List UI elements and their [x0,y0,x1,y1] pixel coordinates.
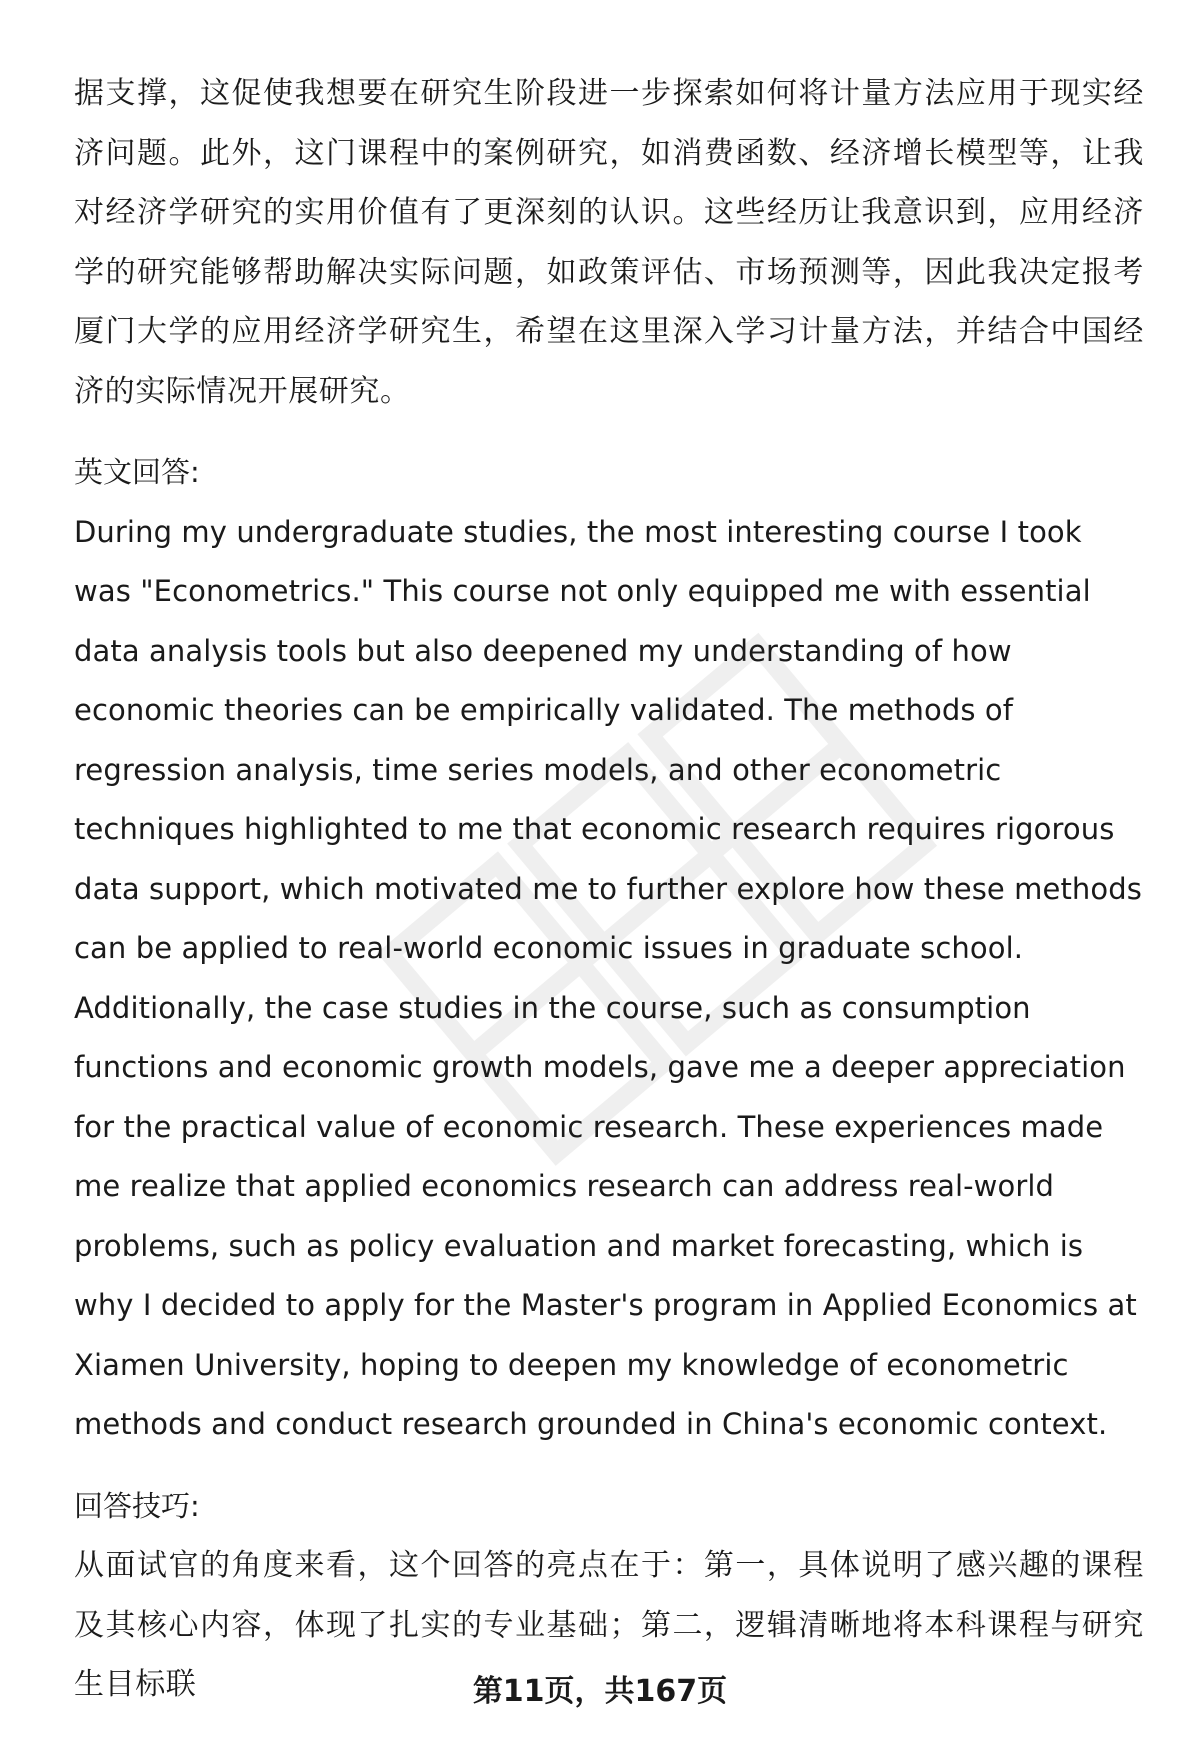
chinese-intro-paragraph: 据支撑，这促使我想要在研究生阶段进一步探索如何将计量方法应用于现实经济问题。此外，这门课程中的案例研究，如消费函数、经济增长模型等，让我对经济学研究的实用价值有了更深刻的认识。这些经历让我意识到，应用经济学的研究能够帮助解决实际问题，如政策评估、市场预测等，因此我决定报考厦门大学的应用经济学研究生，希望在这里深入学习计量方法，并结合中国经济的实际情况开展研究。 [74,76,1144,409]
section-spacer [74,421,1144,443]
page-number-footer: 第11页，共167页 [472,1674,728,1709]
section-spacer [74,1455,1144,1477]
english-answer-paragraph: During my undergraduate studies, the most interesting course I took was "Econometrics." This course not only equipped me with essential data analysis tools but also deepened my understanding of how economic theories can be empirically validated. The methods of regression analysis, time series models, and other econometric techniques highlighted to me that economic research requires rigorous data support, which motivated me to further explore how these methods can be applied to real-world economic issues in graduate school. Additionally, the case studies in the course, such as consumption functions and economic growth models, gave me a deeper appreciation for the practical value of economic research. These experiences made me realize that applied economics research can address real-world problems, such as policy evaluation and market forecasting, which is why I decided to apply for the Master's program in Applied Economics at Xiamen University, hoping to deepen my knowledge of econometric methods and conduct research grounded in China's economic context. [74,514,1142,1441]
tips-paragraph: 从面试官的角度来看，这个回答的亮点在于：第一，具体说明了感兴趣的课程及其核心内容，体现了扎实的专业基础；第二，逻辑清晰地将本科课程与研究生目标联 [74,1548,1144,1702]
page-content [74,64,1144,1715]
tips-label: 回答技巧: [74,1488,200,1523]
english-answer-label: 英文回答: [74,455,200,489]
